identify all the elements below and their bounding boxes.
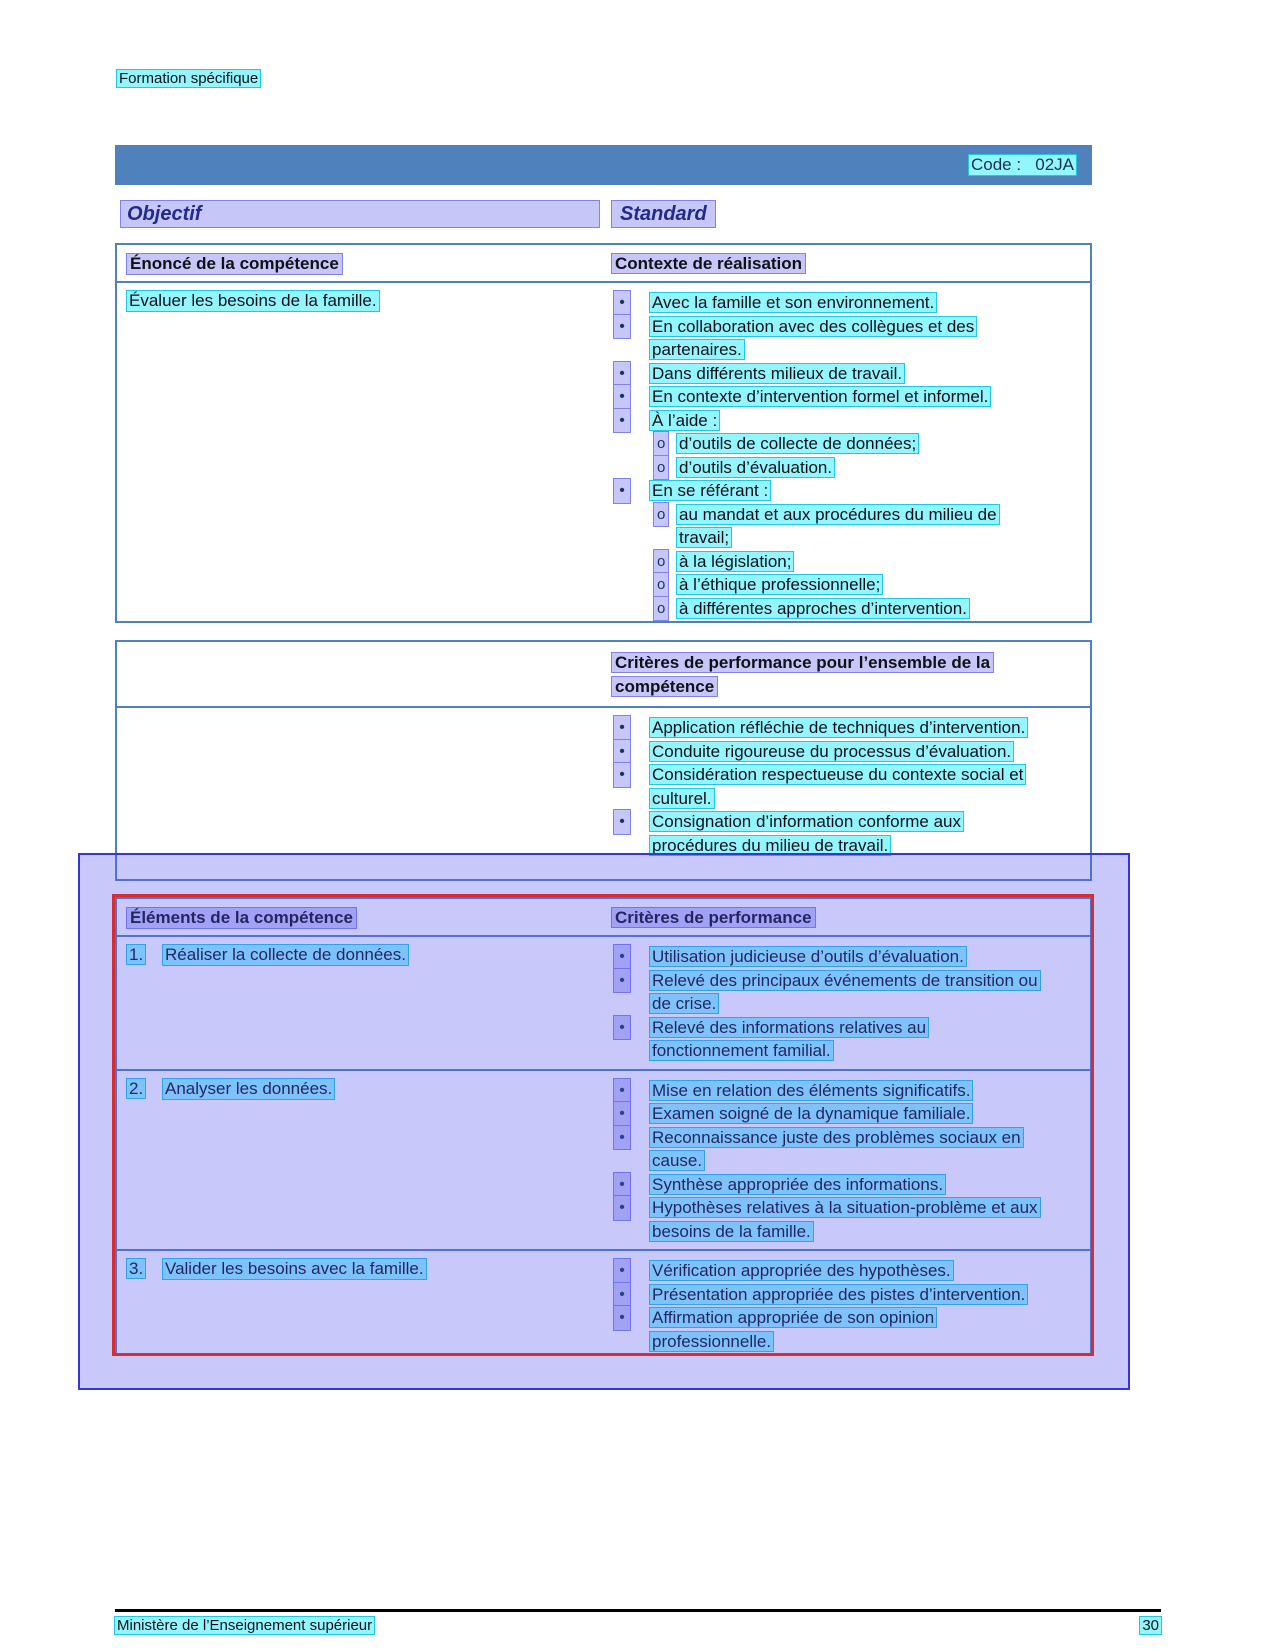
standard-heading: Standard [612, 201, 715, 227]
list-item-text: Relevé des principaux événements de transition ou de crise. [652, 970, 1038, 1013]
bullet-icon: • [614, 385, 630, 409]
competence-cell [117, 291, 612, 620]
circle-bullet-icon: o [654, 456, 668, 480]
list-item-text: Utilisation judicieuse d’outils d’évaluation. [652, 947, 964, 966]
contexte-header-label: Contexte de réalisation [612, 254, 805, 273]
competence-statement: Évaluer les besoins de la famille. [129, 291, 377, 310]
enonce-table-header-row [117, 245, 1090, 283]
element-cell [117, 1079, 612, 1244]
objective-standard-row [121, 201, 1098, 229]
list-item-text: Considération respectueuse du contexte social et culturel. [652, 765, 1024, 808]
list-item-text: à l’éthique professionnelle; [679, 575, 881, 594]
contexte-list [612, 291, 1090, 620]
list-item-text: À l’aide : [652, 410, 718, 430]
element-number: 2. [129, 1078, 144, 1098]
element-number: 1. [129, 945, 144, 964]
sub-list-item [652, 503, 1084, 550]
element-label: Réaliser la collecte de données. [165, 945, 406, 964]
code-label: Code : 02JA [970, 155, 1074, 174]
list-item [612, 969, 1084, 1016]
page-number: 30 [1142, 1617, 1159, 1634]
criteres-header-cell [612, 908, 1090, 928]
bullet-icon: • [614, 1283, 630, 1307]
list-item [612, 1283, 1084, 1307]
objectif-heading: Objectif [121, 201, 599, 227]
list-item [612, 362, 1084, 386]
enonce-header-label: Énoncé de la compétence [127, 254, 342, 274]
title-bar [115, 145, 1092, 185]
list-item-text: d’outils d’évaluation. [679, 457, 833, 477]
elements-table [115, 897, 1092, 1355]
list-item [612, 763, 1084, 810]
enonce-table [115, 243, 1092, 623]
list-item-text: au mandat et aux procédures du milieu de travail; [679, 504, 997, 547]
circle-bullet-icon: o [654, 550, 668, 574]
list-item [612, 945, 1084, 969]
list-item [612, 385, 1084, 409]
bullet-icon: • [614, 479, 630, 503]
list-item-text: Reconnaissance juste des problèmes sociaux en cause. [652, 1127, 1021, 1170]
criteres-list [612, 1259, 1090, 1353]
list-item-text: Conduite rigoureuse du processus d’évaluation. [652, 741, 1012, 761]
criteres-ensemble-header-label: Critères de performance pour l’ensemble de la compétence [612, 653, 993, 696]
list-item-text: d’outils de collecte de données; [679, 434, 917, 453]
criteres-ensemble-list [612, 716, 1090, 857]
bullet-icon: • [614, 291, 630, 315]
table-row [117, 937, 1090, 1069]
bullet-icon: • [614, 409, 630, 433]
list-item [612, 1079, 1084, 1103]
list-item [612, 716, 1084, 740]
section-label: Formation spécifique [119, 70, 259, 87]
enonce-header-cell [117, 254, 612, 274]
footer-ministry-label: Ministère de l’Enseignement supérieur [117, 1617, 373, 1634]
list-item [612, 479, 1084, 503]
bullet-icon: • [614, 1102, 630, 1126]
list-item [612, 1259, 1084, 1283]
sub-list-item [652, 456, 1084, 480]
table-row [117, 1069, 1090, 1250]
empty-body-cell [117, 716, 612, 857]
elements-header-label: Éléments de la compétence [127, 908, 356, 928]
bullet-icon: • [614, 716, 630, 740]
sub-list-item [652, 550, 1084, 574]
elements-header-cell [117, 908, 612, 928]
list-item-text: Examen soigné de la dynamique familiale. [652, 1104, 971, 1123]
circle-bullet-icon: o [654, 573, 668, 597]
circle-bullet-icon: o [654, 503, 668, 527]
criteres-ensemble-header-row [117, 642, 1090, 708]
list-item [612, 1016, 1084, 1063]
list-item [612, 1102, 1084, 1126]
bullet-icon: • [614, 315, 630, 339]
criteres-list [612, 945, 1090, 1063]
element-number: 3. [129, 1259, 144, 1278]
element-label: Valider les besoins avec la famille. [165, 1259, 424, 1278]
list-item-text: En contexte d’intervention formel et informel. [652, 387, 989, 406]
table-row [117, 1249, 1090, 1355]
bullet-icon: • [614, 362, 630, 386]
list-item-text: Mise en relation des éléments significatifs. [652, 1080, 971, 1100]
element-cell [117, 945, 612, 1063]
bullet-icon: • [614, 810, 630, 834]
list-item-text: Dans différents milieux de travail. [652, 363, 903, 383]
list-item-text: Synthèse appropriée des informations. [652, 1174, 944, 1194]
list-item [612, 1126, 1084, 1173]
list-item [612, 315, 1084, 362]
elements-table-header-row [117, 899, 1090, 937]
bullet-icon: • [614, 740, 630, 764]
list-item-text: En se référant : [652, 481, 769, 500]
list-item-text: Présentation appropriée des pistes d’intervention. [652, 1284, 1026, 1304]
circle-bullet-icon: o [654, 597, 668, 621]
sub-list-item [652, 573, 1084, 597]
empty-header-cell [117, 651, 612, 699]
list-item-text: Application réfléchie de techniques d’intervention. [652, 718, 1026, 737]
footer [115, 1617, 1161, 1634]
enonce-table-body-row [117, 283, 1090, 623]
list-item [612, 740, 1084, 764]
bullet-icon: • [614, 1196, 630, 1220]
criteres-ensemble-body-row [117, 708, 1090, 863]
bullet-icon: • [614, 1173, 630, 1197]
list-item-text: à différentes approches d’intervention. [679, 598, 967, 618]
criteres-ensemble-table [115, 640, 1092, 881]
bullet-icon: • [614, 1259, 630, 1283]
criteres-list [612, 1079, 1090, 1244]
list-item-text: En collaboration avec des collègues et des partenaires. [652, 316, 975, 359]
footer-rule [115, 1609, 1161, 1612]
circle-bullet-icon: o [654, 432, 668, 456]
list-item [612, 291, 1084, 315]
criteres-header-label: Critères de performance [612, 908, 815, 927]
list-item-text: Hypothèses relatives à la situation-problème et aux besoins de la famille. [652, 1198, 1038, 1241]
list-item-text: Vérification appropriée des hypothèses. [652, 1261, 951, 1280]
list-item-text: à la législation; [679, 551, 792, 571]
element-cell [117, 1259, 612, 1353]
bullet-icon: • [614, 1079, 630, 1103]
sub-list-item [652, 432, 1084, 456]
bullet-icon: • [614, 969, 630, 993]
bullet-icon: • [614, 763, 630, 787]
bullet-icon: • [614, 1016, 630, 1040]
bullet-icon: • [614, 1306, 630, 1330]
list-item [612, 810, 1084, 857]
list-item-text: Relevé des informations relatives au fonctionnement familial. [652, 1017, 927, 1060]
list-item-text: Affirmation appropriée de son opinion professionnelle. [652, 1308, 935, 1351]
list-item [612, 1196, 1084, 1243]
list-item-text: Avec la famille et son environnement. [652, 293, 935, 312]
list-item [612, 1173, 1084, 1197]
bullet-icon: • [614, 945, 630, 969]
list-item-text: Consignation d’information conforme aux procédures du milieu de travail. [652, 812, 962, 855]
list-item [612, 1306, 1084, 1353]
sub-list-item [652, 597, 1084, 621]
list-item [612, 409, 1084, 433]
element-label: Analyser les données. [165, 1078, 333, 1098]
contexte-header-cell [612, 254, 1090, 274]
criteres-ensemble-header-cell [612, 651, 1090, 699]
bullet-icon: • [614, 1126, 630, 1150]
